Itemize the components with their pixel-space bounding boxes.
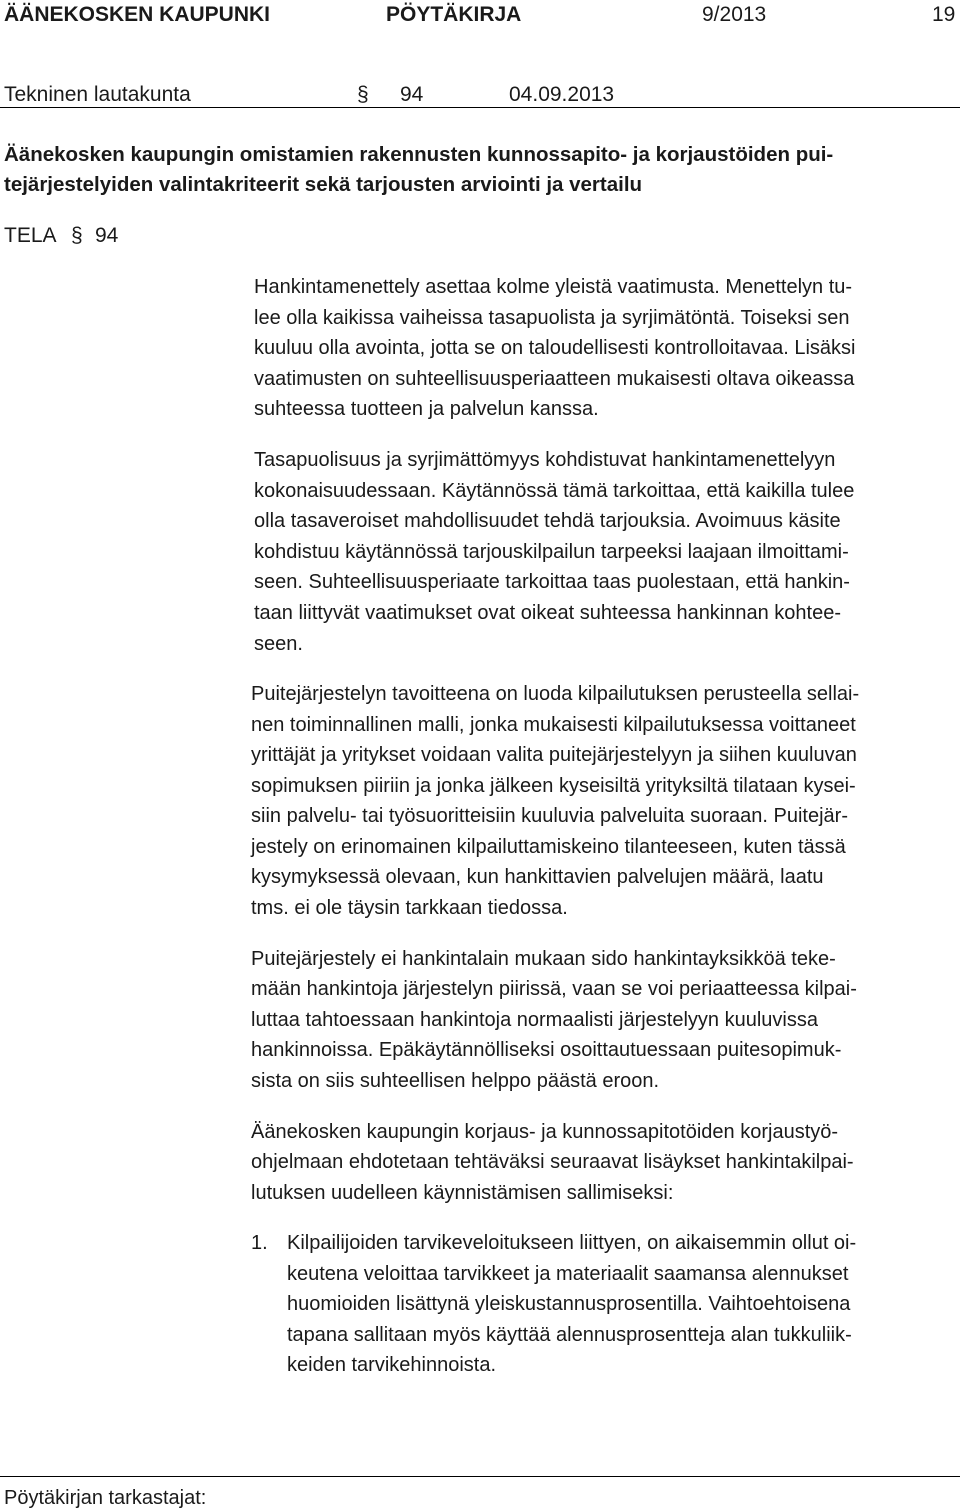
section-ref-label: TELA <box>4 224 57 247</box>
paragraph-line: kysymyksessä olevaan, kun hankittavien palvelujen määrä, laatu <box>251 866 824 888</box>
paragraph-line: ohjelmaan ehdotetaan tehtäväksi seuraavat lisäykset hankintakilpai- <box>251 1151 854 1173</box>
header-divider <box>0 107 960 108</box>
paragraph-line: Puitejärjestelyn tavoitteena on luoda kilpailutuksen perusteella sellai- <box>251 683 860 705</box>
footer-divider <box>0 1476 960 1477</box>
paragraph-line: lee olla kaikissa vaiheissa tasapuolista ja syrjimätöntä. Toiseksi sen <box>254 307 850 329</box>
section-number: 94 <box>400 83 424 106</box>
paragraph-line: mään hankintoja järjestelyn piirissä, vaan se voi periaatteessa kilpai- <box>251 978 857 1000</box>
paragraph-line: luttaa tahtoessaan hankintoja normaalisti järjestelyyn kuuluvissa <box>251 1009 818 1031</box>
document-type: PÖYTÄKIRJA <box>386 3 522 26</box>
meeting-date: 04.09.2013 <box>509 83 615 106</box>
page-number: 19 <box>932 3 956 26</box>
title-line: Äänekosken kaupungin omistamien rakennusten kunnossapito- ja korjaustöiden pui- <box>4 143 834 166</box>
paragraph-line: sopimuksen piiriin ja jonka jälkeen kyseisiltä yrityksiltä tilataan kysei- <box>251 775 856 797</box>
paragraph-line: kokonaisuudessaan. Käytännössä tämä tarkoittaa, että kaikilla tulee <box>254 480 855 502</box>
list-item-line: keiden tarvikehinnoista. <box>287 1354 497 1376</box>
paragraph-line: Äänekosken kaupungin korjaus- ja kunnossapitotöiden korjaustyö- <box>251 1121 839 1143</box>
section-ref-mark: § <box>71 224 83 247</box>
paragraph-line: sista on siis suhteellisen helppo päästä eroon. <box>251 1070 660 1092</box>
section-mark: § <box>357 83 369 106</box>
paragraph-line: hankinnoissa. Epäkäytännölliseksi osoittautuessaan puitesopimuk- <box>251 1039 842 1061</box>
document-number: 9/2013 <box>702 3 767 26</box>
title-line: tejärjestelyiden valintakriteerit sekä tarjousten arviointi ja vertailu <box>4 173 643 196</box>
list-item-line: huomioiden lisättynä yleiskustannusprosentilla. Vaihtoehtoisena <box>287 1293 851 1315</box>
paragraph-line: lutuksen uudelleen käynnistämisen sallimiseksi: <box>251 1182 674 1204</box>
section-ref-number: 94 <box>95 224 119 247</box>
footer-label: Pöytäkirjan tarkastajat: <box>4 1487 207 1509</box>
paragraph-line: olla tasaveroiset mahdollisuudet tehdä tarjouksia. Avoimuus käsite <box>254 510 841 532</box>
list-item-line: Kilpailijoiden tarvikeveloitukseen liittyen, on aikaisemmin ollut oi- <box>287 1232 857 1254</box>
paragraph-line: vaatimusten on suhteellisuusperiaatteen mukaisesti oltava oikeassa <box>254 368 855 390</box>
paragraph-line: siin palvelu- tai työsuoritteisiin kuuluvia palveluita suoraan. Puitejär- <box>251 805 848 827</box>
paragraph-line: Hankintamenettely asettaa kolme yleistä vaatimusta. Menettelyn tu- <box>254 276 853 298</box>
organization-name: ÄÄNEKOSKEN KAUPUNKI <box>4 3 271 26</box>
list-item-line: keutena veloittaa tarvikkeet ja materiaalit saamansa alennukset <box>287 1263 849 1285</box>
paragraph-line: taan liittyvät vaatimukset ovat oikeat suhteessa hankinnan kohtee- <box>254 602 842 624</box>
paragraph-line: nen toiminnallinen malli, jonka mukaisesti kilpailutuksessa voittaneet <box>251 714 856 736</box>
paragraph-line: Puitejärjestely ei hankintalain mukaan sido hankintayksikköä teke- <box>251 948 836 970</box>
paragraph-line: kohdistuu käytännössä tarjouskilpailun tarpeeksi laajaan ilmoittami- <box>254 541 849 563</box>
paragraph-line: suhteessa tuotteen ja palvelun kanssa. <box>254 398 599 420</box>
paragraph-line: yrittäjät ja yritykset voidaan valita puitejärjestelyyn ja siihen kuuluvan <box>251 744 857 766</box>
paragraph-line: seen. Suhteellisuusperiaate tarkoittaa taas puolestaan, että hankin- <box>254 571 850 593</box>
paragraph-line: jestely on erinomainen kilpailuttamiskeino tilanteeseen, kuten tässä <box>251 836 846 858</box>
list-item-line: tapana sallitaan myös käyttää alennusprosentteja alan tukkuliik- <box>287 1324 852 1346</box>
paragraph-line: Tasapuolisuus ja syrjimättömyys kohdistuvat hankintamenettelyyn <box>254 449 836 471</box>
board-name: Tekninen lautakunta <box>4 83 191 106</box>
paragraph-line: seen. <box>254 633 303 655</box>
paragraph-line: tms. ei ole täysin tarkkaan tiedossa. <box>251 897 568 919</box>
list-item-marker: 1. <box>251 1232 268 1254</box>
paragraph-line: kuuluu olla avointa, jotta se on taloudellisesti kontrolloitavaa. Lisäksi <box>254 337 856 359</box>
